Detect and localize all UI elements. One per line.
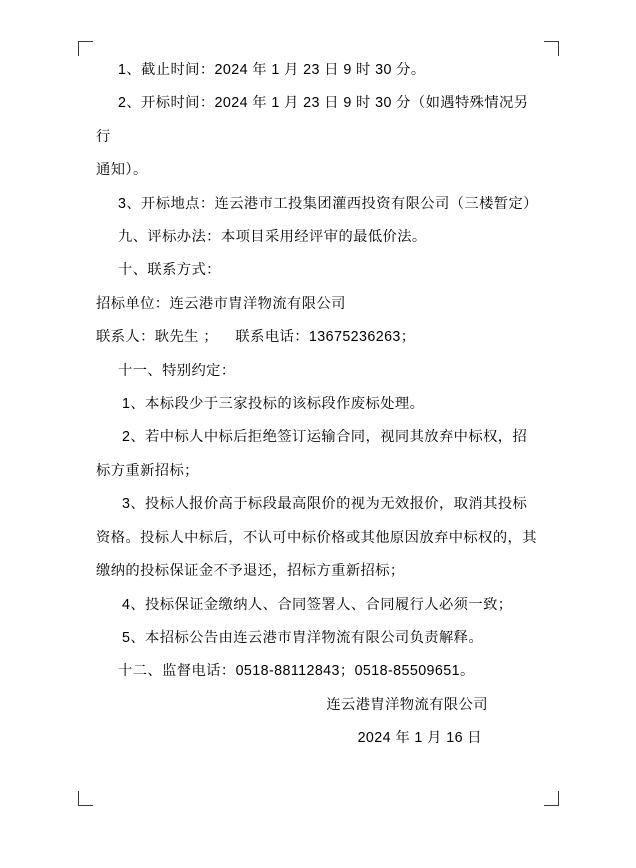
paragraph-line: 3、投标人报价高于标段最高限价的视为无效报价，取消其投标 [122, 496, 528, 513]
paragraph-line: 4、投标保证金缴纳人、合同签署人、合同履行人必须一致； [122, 596, 513, 613]
signature-date: 2024 年 1 月 16 日 [357, 730, 482, 747]
paragraph-line: 通知）。 [96, 162, 148, 179]
paragraph-line: 九、评标办法：本项目采用经评审的最低价法。 [118, 229, 427, 246]
paragraph-line: 招标单位：连云港市胄洋物流有限公司 [96, 295, 346, 312]
paragraph-line: 2、开标时间：2024 年 1 月 23 日 9 时 30 分（如遇特殊情况另行 [96, 95, 529, 145]
signature-company: 连云港胄洋物流有限公司 [326, 696, 488, 713]
paragraph-line: 3、开标地点：连云港市工投集团灌西投资有限公司（三楼暂定） [118, 195, 538, 212]
paragraph-line: 5、本招标公告由连云港市胄洋物流有限公司负责解释。 [122, 629, 484, 646]
paragraph-line: 联系人：耿先生 ； 联系电话：13675236263； [96, 329, 416, 346]
paragraph-line: 标方重新招标； [96, 462, 199, 479]
paragraph-line: 十一、特别约定： [118, 362, 236, 379]
crop-mark-bottom-left [78, 791, 93, 806]
paragraph-line: 缴纳的投标保证金不予退还，招标方重新招标； [96, 563, 405, 580]
crop-mark-top-left [78, 41, 93, 56]
paragraph-line: 2、若中标人中标后拒绝签订运输合同，视同其放弃中标权，招 [122, 429, 528, 446]
paragraph-line: 资格。投标人中标后，不认可中标价格或其他原因放弃中标权的，其 [96, 529, 537, 546]
paragraph-line: 十二、监督电话：0518-88112843；0518-85509651。 [118, 663, 475, 680]
crop-mark-top-right [544, 41, 559, 56]
crop-mark-bottom-right [544, 791, 559, 806]
paragraph-line: 1、截止时间：2024 年 1 月 23 日 9 时 30 分。 [118, 62, 426, 78]
paragraph-line: 1、本标段少于三家投标的该标段作废标处理。 [122, 396, 425, 413]
document-body [96, 54, 540, 756]
paragraph-line: 十、联系方式： [118, 262, 221, 279]
